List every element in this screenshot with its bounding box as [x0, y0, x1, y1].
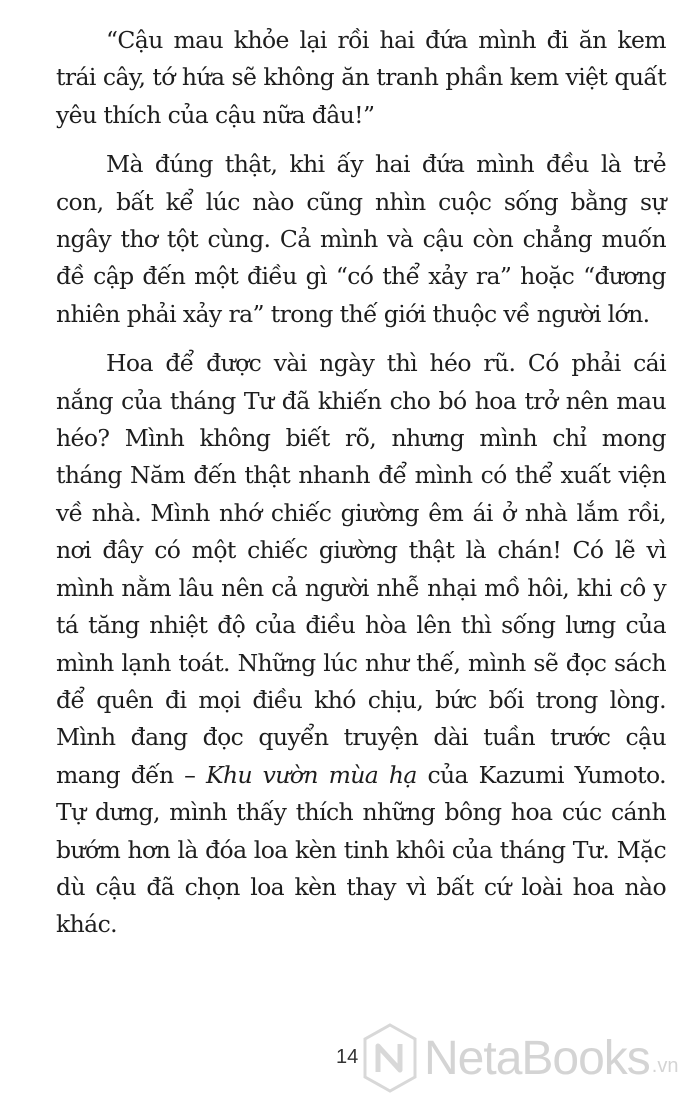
paragraph-3: [56, 345, 666, 944]
page-number: 14: [336, 1046, 359, 1068]
paragraph-2: Mà đúng thật, khi ấy hai đứa mình đều là trẻ con, bất kể lúc nào cũng nhìn cuộc sống bằng sự ngây thơ tột cùng. Cả mình và cậu còn chẳng muốn đề cập đến một điều gì “có thể xảy ra” hoặc “đương nhiên phải xảy ra” trong thế giới thuộc về người lớn.: [56, 150, 666, 328]
netabooks-watermark: [362, 1022, 678, 1094]
paragraph-3-part-2: của Kazumi Yumoto. Tự dưng, mình thấy thích những bông hoa cúc cánh bướm hơn là đóa loa kèn tinh khôi của tháng Tư. Mặc dù cậu đã chọn loa kèn thay vì bất cứ loài hoa nào khác.: [56, 760, 667, 939]
paragraph-1: “Cậu mau khỏe lại rồi hai đứa mình đi ăn kem trái cây, tớ hứa sẽ không ăn tranh phần kem việt quất yêu thích của cậu nữa đâu!”: [56, 26, 666, 129]
book-page-body: [56, 22, 666, 956]
netabooks-logo-icon: [362, 1022, 418, 1094]
watermark-suffix: .vn: [651, 1054, 679, 1077]
book-title-italic: Khu vườn mùa hạ: [205, 760, 417, 789]
watermark-brand: NetaBooks: [424, 1031, 650, 1085]
paragraph-3-part-1: Hoa để được vài ngày thì héo rũ. Có phải cái nắng của tháng Tư đã khiến cho bó hoa trở nên mau héo? Mình không biết rõ, nhưng mình chỉ mong tháng Năm đến thật nhanh để mình có thể xuất viện về nhà. Mình nhớ chiếc giường êm ái ở nhà lắm rồi, nơi đây có một chiếc giường thật là chán! Có lẽ vì mình nằm lâu nên cả người nhễ nhại mồ hôi, khi cô y tá tăng nhiệt độ của điều hòa lên thì sống lưng của mình lạnh toát. Những lúc như thế, mình sẽ đọc sách để quên đi mọi điều khó chịu, bức bối trong lòng. Mình đang đọc quyển truyện dài tuần trước cậu mang đến –: [56, 349, 666, 789]
